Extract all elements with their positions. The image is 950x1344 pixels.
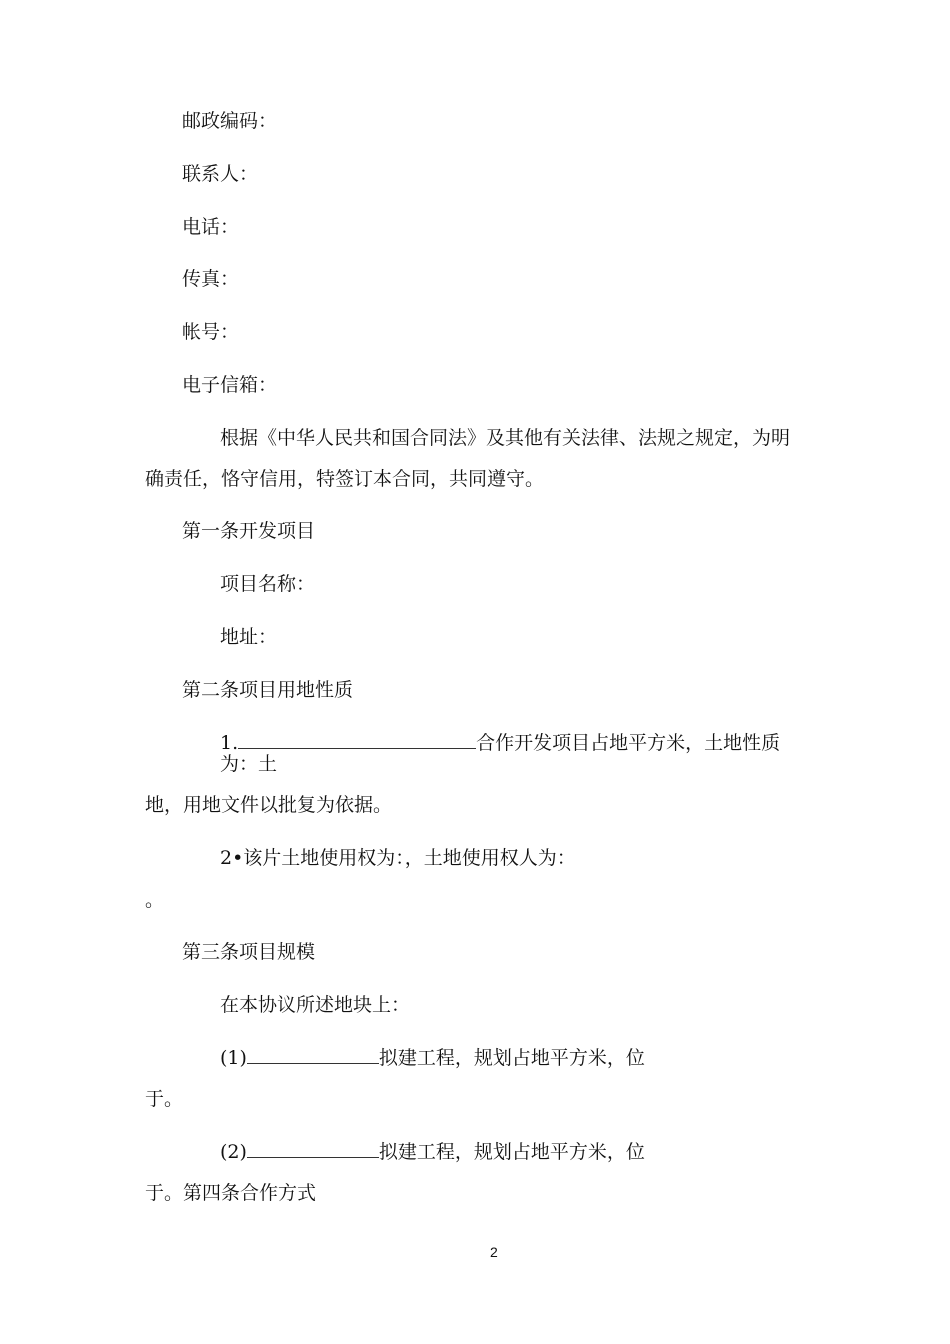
article2-item1-continuation: 地，用地文件以批复为依据。 — [145, 794, 393, 816]
page-number: 2 — [490, 1244, 498, 1260]
article2-item1 — [220, 730, 780, 755]
article3-item2-continuation: 于。第四条合作方式 — [145, 1182, 317, 1204]
article2-item1-text: 合作开发项目占地平方米，土地性质 — [476, 732, 781, 754]
preamble-line-2: 确责任，恪守信用，特签订本合同，共同遵守。 — [145, 468, 545, 490]
article1-project-name: 项目名称： — [220, 573, 316, 595]
article2-item2: 2•该片土地使用权为：，土地使用权人为： — [220, 847, 576, 869]
article3-item2-text: 拟建工程，规划占地平方米，位 — [378, 1141, 645, 1163]
article2-item1-wrap: 为：土 — [220, 753, 278, 775]
article3-item1 — [220, 1045, 645, 1070]
phone-field: 电话： — [182, 216, 240, 238]
article2-item1-prefix: 1. — [220, 732, 239, 754]
email-field: 电子信箱： — [182, 374, 278, 396]
article3-item2-prefix: (2) — [220, 1141, 247, 1163]
article3-item2 — [220, 1139, 645, 1164]
fax-field: 传真： — [182, 268, 240, 290]
article2-item2-continuation: 。 — [145, 889, 165, 911]
contact-field: 联系人： — [182, 163, 259, 185]
article1-title: 第一条开发项目 — [182, 520, 316, 542]
blank-underline — [238, 730, 476, 749]
blank-underline — [247, 1045, 379, 1064]
article2-title: 第二条项目用地性质 — [182, 679, 354, 701]
preamble-line-1: 根据《中华人民共和国合同法》及其他有关法律、法规之规定，为明 — [220, 427, 791, 449]
article3-item1-continuation: 于。 — [145, 1088, 184, 1110]
account-field: 帐号： — [182, 321, 240, 343]
article3-item1-prefix: (1) — [220, 1047, 247, 1069]
article1-address: 地址： — [220, 626, 278, 648]
blank-underline — [247, 1139, 379, 1158]
article3-intro: 在本协议所述地块上： — [220, 994, 411, 1016]
article3-item1-text: 拟建工程，规划占地平方米，位 — [378, 1047, 645, 1069]
article3-title: 第三条项目规模 — [182, 941, 316, 963]
postcode-field: 邮政编码： — [182, 110, 278, 132]
